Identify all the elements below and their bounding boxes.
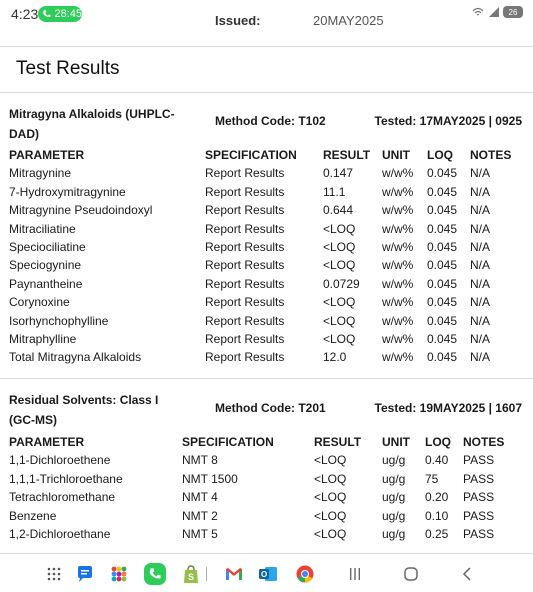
table-cell: 0.25 — [425, 526, 449, 541]
table-row — [9, 185, 524, 203]
table-cell: 0.20 — [425, 490, 449, 505]
column-header: LOQ — [427, 148, 453, 162]
recents-icon[interactable] — [345, 564, 365, 584]
page-title: Test Results — [16, 58, 120, 79]
column-header: SPECIFICATION — [205, 148, 297, 162]
table-row — [9, 453, 524, 471]
svg-text:S: S — [188, 572, 195, 582]
table-row — [9, 277, 524, 295]
table-cell: Report Results — [205, 313, 285, 328]
table-cell: <LOQ — [314, 490, 347, 505]
table-cell: 0.045 — [427, 166, 458, 181]
table-row — [9, 258, 524, 276]
table-cell: w/w% — [382, 239, 414, 254]
column-header: UNIT — [382, 435, 410, 449]
table-cell: Mitragynine — [9, 166, 72, 181]
apps-folder-icon[interactable] — [109, 564, 129, 584]
table-cell: 0.045 — [427, 331, 458, 346]
table-cell: Report Results — [205, 203, 285, 218]
shopify-icon[interactable] — [181, 564, 201, 584]
messages-icon[interactable] — [75, 564, 95, 584]
column-header: UNIT — [382, 148, 410, 162]
group-title-solvents: Residual Solvents: Class I (GC-MS) — [9, 393, 159, 427]
divider — [0, 378, 533, 379]
home-icon[interactable] — [401, 564, 421, 584]
table-row — [9, 490, 524, 508]
table-cell: Paynantheine — [9, 276, 83, 291]
back-icon[interactable] — [457, 564, 477, 584]
table-cell: Speciogynine — [9, 258, 82, 273]
column-header: LOQ — [425, 435, 451, 449]
table-cell: 1,1-Dichloroethene — [9, 453, 111, 468]
table-cell: 0.0729 — [323, 276, 360, 291]
table-cell: <LOQ — [314, 453, 347, 468]
table-cell: 0.045 — [427, 276, 458, 291]
table-cell: 0.045 — [427, 184, 458, 199]
table-cell: 0.045 — [427, 221, 458, 236]
navigation-bar — [0, 556, 533, 592]
table-row — [9, 350, 524, 368]
table-cell: N/A — [470, 166, 491, 181]
issued-row — [0, 16, 533, 30]
svg-text:O: O — [261, 570, 268, 579]
call-timer: 28:45 — [54, 8, 82, 20]
table-cell: <LOQ — [323, 258, 356, 273]
column-header: NOTES — [470, 148, 512, 162]
table-cell: PASS — [463, 508, 495, 523]
table-cell: Report Results — [205, 276, 285, 291]
table-cell: w/w% — [382, 331, 414, 346]
column-header: PARAMETER — [9, 435, 85, 449]
table-cell: N/A — [470, 184, 491, 199]
table-cell: N/A — [470, 350, 491, 365]
tested-date-solvents: Tested: 19MAY2025 | 1607 — [374, 401, 522, 415]
table-cell: ug/g — [382, 471, 406, 486]
table-cell: 75 — [425, 471, 439, 486]
table-cell: Tetrachloromethane — [9, 490, 116, 505]
chrome-icon[interactable] — [295, 564, 315, 584]
table-cell: PASS — [463, 471, 495, 486]
divider — [0, 46, 533, 47]
table-cell: <LOQ — [323, 295, 356, 310]
issued-value: 20MAY2025 — [313, 16, 384, 28]
table-cell: NMT 2 — [182, 508, 218, 523]
table-cell: N/A — [470, 313, 491, 328]
table-cell: <LOQ — [323, 313, 356, 328]
table-cell: w/w% — [382, 258, 414, 273]
table-cell: 0.045 — [427, 313, 458, 328]
table-cell: Report Results — [205, 221, 285, 236]
table-cell: ug/g — [382, 490, 406, 505]
table-row — [9, 240, 524, 258]
table-cell: N/A — [470, 258, 491, 273]
outlook-icon[interactable] — [258, 564, 278, 584]
table-row — [9, 527, 524, 545]
table-cell: PASS — [463, 526, 495, 541]
table-cell: w/w% — [382, 221, 414, 236]
table-cell: Mitraciliatine — [9, 221, 76, 236]
table-cell: Report Results — [205, 239, 285, 254]
column-header: SPECIFICATION — [182, 435, 274, 449]
table-cell: <LOQ — [314, 471, 347, 486]
table-cell: 0.045 — [427, 239, 458, 254]
table-cell: N/A — [470, 203, 491, 218]
table-cell: 0.10 — [425, 508, 449, 523]
table-cell: PASS — [463, 490, 495, 505]
table-cell: Isorhynchophylline — [9, 313, 109, 328]
results-table-solvents — [9, 435, 524, 545]
divider — [0, 92, 533, 93]
table-cell: <LOQ — [314, 526, 347, 541]
method-code-solvents: Method Code: T201 — [215, 401, 326, 415]
dock-divider — [206, 564, 208, 584]
table-cell: 1,2-Dichloroethane — [9, 526, 111, 541]
results-table-alkaloids — [9, 148, 524, 369]
table-cell: w/w% — [382, 350, 414, 365]
table-cell: NMT 8 — [182, 453, 218, 468]
table-cell: Mitraphylline — [9, 331, 77, 346]
method-code-alkaloids: Method Code: T102 — [215, 114, 326, 128]
table-cell: N/A — [470, 276, 491, 291]
table-cell: 0.045 — [427, 258, 458, 273]
table-cell: <LOQ — [314, 508, 347, 523]
table-cell: 11.1 — [323, 184, 346, 199]
table-cell: ug/g — [382, 508, 406, 523]
group-title-alkaloids: Mitragyna Alkaloids (UHPLC-DAD) — [9, 107, 175, 141]
table-cell: Report Results — [205, 295, 285, 310]
table-row — [9, 166, 524, 184]
table-cell: 1,1,1-Trichloroethane — [9, 471, 123, 486]
battery-level: 26 — [508, 7, 518, 17]
table-cell: Speciociliatine — [9, 239, 86, 254]
table-cell: Corynoxine — [9, 295, 70, 310]
table-cell: Report Results — [205, 184, 285, 199]
table-row — [9, 314, 524, 332]
table-cell: 0.045 — [427, 203, 458, 218]
phone-icon[interactable] — [144, 563, 166, 585]
table-cell: w/w% — [382, 203, 414, 218]
table-cell: NMT 5 — [182, 526, 218, 541]
column-header: NOTES — [463, 435, 505, 449]
table-cell: <LOQ — [323, 331, 356, 346]
table-cell: Benzene — [9, 508, 57, 523]
table-cell: w/w% — [382, 166, 414, 181]
table-cell: Report Results — [205, 331, 285, 346]
table-cell: 12.0 — [323, 350, 347, 365]
table-row — [9, 509, 524, 527]
table-cell: N/A — [470, 221, 491, 236]
table-cell: Mitragynine Pseudoindoxyl — [9, 203, 153, 218]
app-drawer-icon[interactable] — [44, 564, 64, 584]
table-row — [9, 295, 524, 313]
table-cell: w/w% — [382, 276, 414, 291]
column-header: RESULT — [323, 148, 371, 162]
table-cell: Total Mitragyna Alkaloids — [9, 350, 142, 365]
tested-date-alkaloids: Tested: 17MAY2025 | 0925 — [374, 114, 522, 128]
table-cell: Report Results — [205, 166, 285, 181]
table-cell: 0.147 — [323, 166, 354, 181]
table-cell: N/A — [470, 295, 491, 310]
table-cell: w/w% — [382, 184, 414, 199]
table-row — [9, 472, 524, 490]
table-row — [9, 332, 524, 350]
table-cell: PASS — [463, 453, 495, 468]
column-header: PARAMETER — [9, 148, 85, 162]
table-cell: NMT 1500 — [182, 471, 238, 486]
table-cell: w/w% — [382, 295, 414, 310]
table-cell: N/A — [470, 331, 491, 346]
table-cell: 7-Hydroxymitragynine — [9, 184, 126, 199]
column-header: RESULT — [314, 435, 362, 449]
table-row — [9, 222, 524, 240]
table-cell: 0.045 — [427, 295, 458, 310]
table-cell: Report Results — [205, 258, 285, 273]
table-row — [9, 203, 524, 221]
table-cell: 0.045 — [427, 350, 458, 365]
table-cell: w/w% — [382, 313, 414, 328]
gmail-icon[interactable] — [224, 564, 244, 584]
table-cell: 0.644 — [323, 203, 354, 218]
table-cell: ug/g — [382, 453, 406, 468]
table-cell: <LOQ — [323, 221, 356, 236]
table-cell: NMT 4 — [182, 490, 218, 505]
divider — [0, 553, 533, 554]
table-header — [9, 435, 524, 453]
table-cell: ug/g — [382, 526, 406, 541]
table-header — [9, 148, 524, 166]
issued-label: Issued: — [215, 16, 261, 28]
table-cell: 0.40 — [425, 453, 449, 468]
table-cell: Report Results — [205, 350, 285, 365]
status-time: 4:23 — [11, 6, 39, 22]
table-cell: N/A — [470, 239, 491, 254]
table-cell: <LOQ — [323, 239, 356, 254]
